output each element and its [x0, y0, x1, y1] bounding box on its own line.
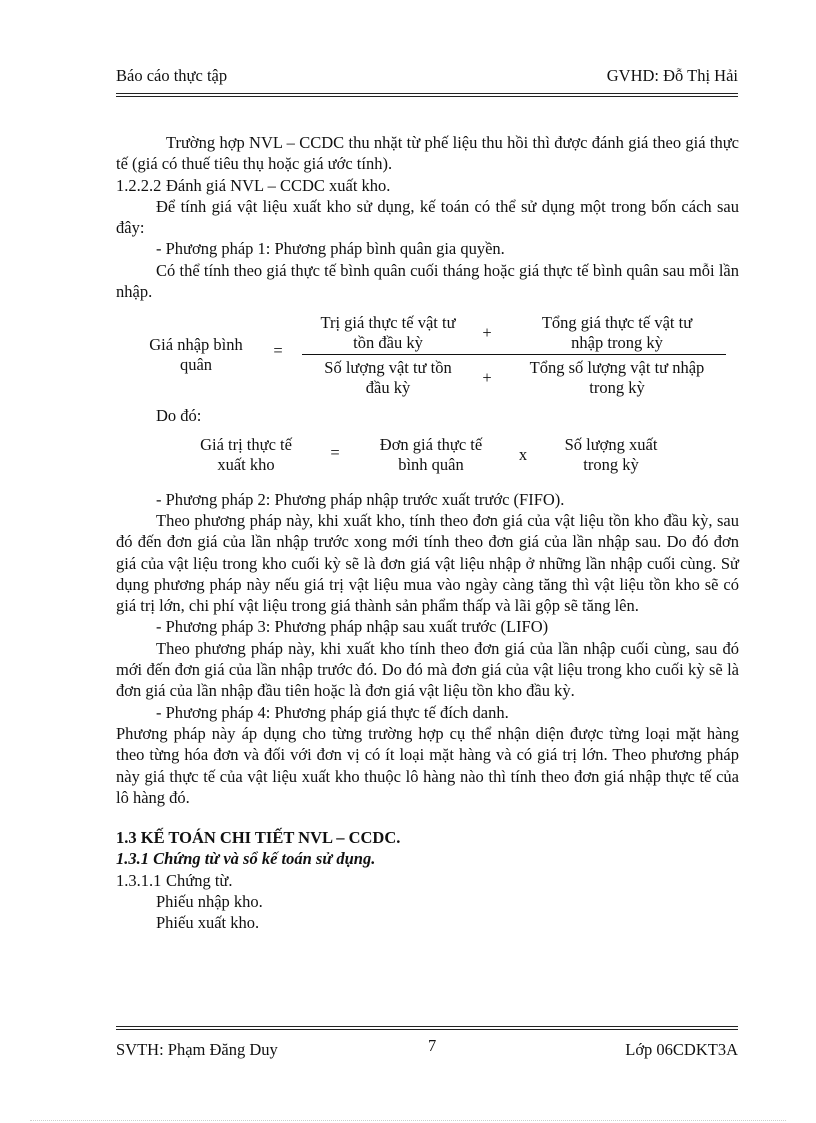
method-1: - Phương pháp 1: Phương pháp bình quân gia quyền. [156, 239, 505, 259]
fraction-bar [302, 354, 726, 355]
method-2: - Phương pháp 2: Phương pháp nhập trước xuất trước (FIFO). [156, 489, 565, 509]
formula-lhs: Giá nhập bình quân [149, 335, 243, 375]
numerator-plus: + [482, 323, 492, 343]
section-number: 1.2.2.2 [116, 175, 162, 195]
paragraph: Có thể tính theo giá thực tế bình quân cuối tháng hoặc giá thực tế bình quân sau mỗi lần nhập. [116, 260, 739, 302]
paragraph: Theo phương pháp này, khi xuất kho, tính theo đơn giá của vật liệu tồn kho đầu kỳ, sau đó đến đơn giá của lần nhập trước xong mới tính theo đơn giá của lần nhập sau. Do đó đơn giá của vật liệu trong kho cuối kỳ sẽ là đơn giá vật liệu nhập ở những lần nhập cuối cùng. Sử dụng phương pháp này nếu giá trị vật liệu mua vào ngày càng tăng thì vật liệu tồn kho sẽ có giá trị lớn, chi phí vật liệu trong giá thành sản phẩm thấp và lãi gộp sẽ tăng lên. [116, 510, 739, 616]
page-edge-divider [30, 1120, 786, 1121]
footer-author: SVTH: Phạm Đăng Duy [116, 1040, 278, 1059]
header-rule-bottom [116, 96, 738, 97]
equals-sign: = [273, 341, 283, 361]
formula-average-price [116, 309, 739, 405]
method-3: - Phương pháp 3: Phương pháp nhập sau xuất trước (LIFO) [156, 617, 549, 637]
paragraph: Để tính giá vật liệu xuất kho sử dụng, kế toán có thể sử dụng một trong bốn cách sau đây: [116, 196, 739, 238]
section-heading-1-3-1-1 [116, 870, 739, 891]
page-header [116, 66, 738, 92]
denominator-term-b: Tổng số lượng vật tư nhập trong kỳ [529, 358, 705, 398]
footer-rule-top [116, 1026, 738, 1027]
section-heading-1-2-2-2 [116, 175, 739, 196]
formula2-term-a: Giá trị thực tế xuất kho [200, 434, 292, 474]
numerator-term-b: Tổng giá thực tế vật tư nhập trong kỳ [541, 313, 693, 353]
section-heading-1-3: 1.3 KẾ TOÁN CHI TIẾT NVL – CCDC. [116, 828, 401, 848]
formula2-times: x [518, 444, 528, 464]
list-item: Phiếu xuất kho. [156, 913, 260, 933]
numerator-term-a: Trị giá thực tế vật tư tồn đầu kỳ [320, 313, 456, 353]
section-title: Chứng từ. [166, 870, 233, 890]
formula2-term-b: Đơn giá thực tế bình quân [379, 434, 483, 474]
section-number: 1.3.1.1 [116, 870, 162, 890]
denominator-term-a: Số lượng vật tư tồn đầu kỳ [324, 358, 452, 398]
section-heading-1-3-1: 1.3.1 Chứng từ và sổ kế toán sử dụng. [116, 849, 376, 869]
paragraph: Phương pháp này áp dụng cho từng trường hợp cụ thể nhận diện được từng loại mặt hàng theo từng hóa đơn và đối với đơn vị có ít loại mặt hàng và có giá trị lớn. Theo phương pháp này giá thực tế của vật liệu xuất kho thuộc lô hàng nào thì tính theo đơn giá nhập thực tế của lô hàng đó. [116, 723, 739, 807]
list-item: Phiếu nhập kho. [156, 892, 263, 912]
header-rule-top [116, 93, 738, 94]
header-left: Báo cáo thực tập [116, 66, 228, 85]
formula2-equals: = [330, 442, 340, 462]
formula2-term-c: Số lượng xuất trong kỳ [564, 434, 658, 474]
method-4: - Phương pháp 4: Phương pháp giá thực tế đích danh. [156, 702, 509, 722]
page-body [116, 132, 739, 934]
paragraph-do-do: Do đó: [156, 406, 202, 426]
paragraph: Theo phương pháp này, khi xuất kho tính theo đơn giá của lần nhập cuối cùng, sau đó mới đến đơn giá của lần nhập trước đó. Do đó mà đơn giá của vật liệu trong kho cuối kỳ sẽ là đơn giá của lần nhập đầu tiên hoặc là đơn giá vật liệu tồn kho đầu kỳ. [116, 638, 739, 701]
denominator-plus: + [482, 368, 492, 388]
paragraph: Trường hợp NVL – CCDC thu nhặt từ phế liệu thu hồi thì được đánh giá theo giá thực tế (giá có thuế tiêu thụ hoặc giá ước tính). [116, 133, 739, 174]
footer-class: Lớp 06CDKT3A [625, 1040, 738, 1059]
header-right: GVHD: Đỗ Thị Hải [606, 66, 738, 85]
footer-rule-bottom [116, 1029, 738, 1030]
section-title: Đánh giá NVL – CCDC xuất kho. [166, 175, 391, 195]
formula-export-value [116, 431, 739, 481]
page-number: 7 [428, 1036, 437, 1055]
